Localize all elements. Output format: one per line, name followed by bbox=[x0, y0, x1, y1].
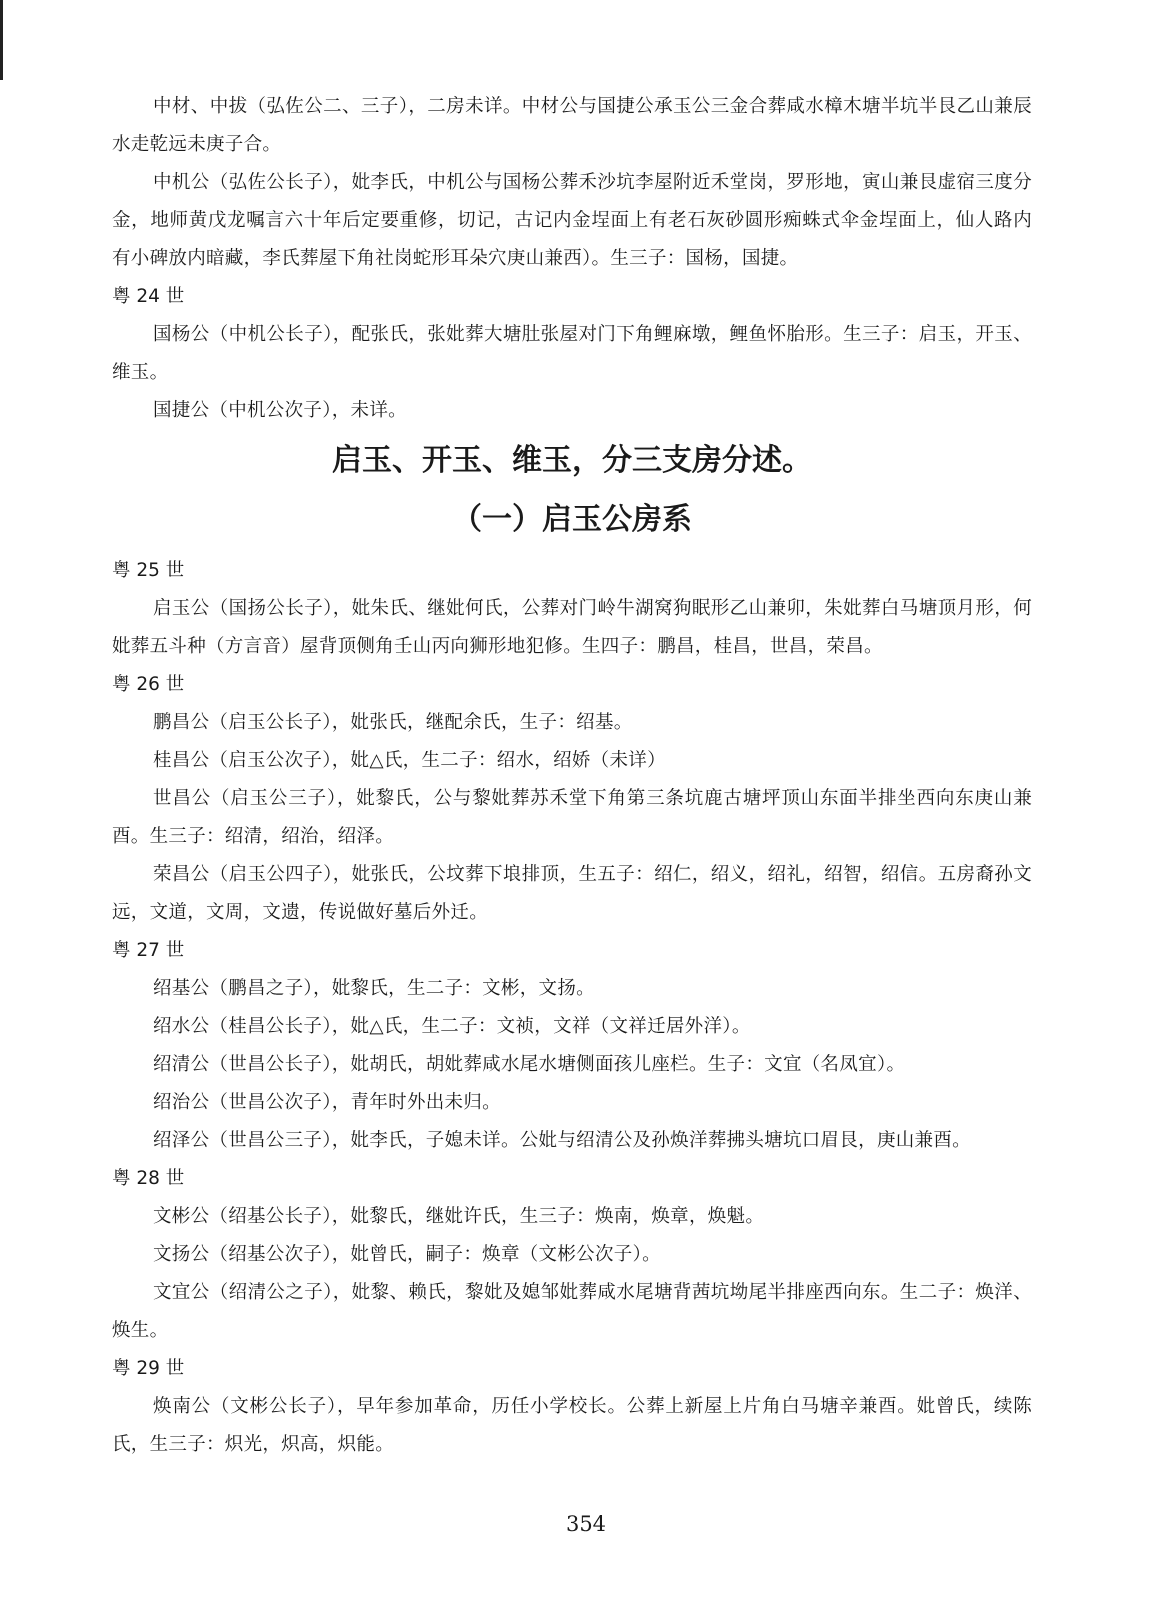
paragraph: 文扬公（绍基公次子），妣曾氏，嗣子：焕章（文彬公次子）。 bbox=[153, 1244, 661, 1265]
paragraph: 国捷公（中机公次子），未详。 bbox=[153, 400, 407, 421]
paragraph: 绍泽公（世昌公三子），妣李氏，子媳未详。公妣与绍清公及孙焕洋葬拂头塘坑口眉艮，庚山兼酉。 bbox=[153, 1130, 971, 1151]
paragraph: 中材、中拔（弘佐公二、三子），二房未详。中材公与国捷公承玉公三金合葬咸水樟木塘半坑半艮乙山兼辰水走乾远未庚子合。 bbox=[112, 96, 1032, 155]
paragraph: 绍基公（鹏昌之子），妣黎氏，生二子：文彬，文扬。 bbox=[153, 978, 595, 999]
paragraph: 绍清公（世昌公长子），妣胡氏，胡妣葬咸水尾水塘侧面孩儿座栏。生子：文宜（名凤宜）。 bbox=[153, 1054, 906, 1075]
paragraph: 绍水公（桂昌公长子），妣△氏，生二子：文祯，文祥（文祥迁居外洋）。 bbox=[153, 1016, 751, 1037]
paragraph: 桂昌公（启玉公次子），妣△氏，生二子：绍水，绍娇（未详） bbox=[153, 750, 666, 771]
generation-heading: 粤 27 世 bbox=[112, 940, 185, 961]
paragraph: 国杨公（中机公长子），配张氏，张妣葬大塘肚张屋对门下角鲤麻墩，鲤鱼怀胎形。生三子：启玉，开玉、维玉。 bbox=[112, 324, 1032, 383]
section-subtitle: （一）启玉公房系 bbox=[452, 502, 692, 537]
section-title: 启玉、开玉、维玉，分三支房分述。 bbox=[332, 443, 812, 478]
paragraph: 启玉公（国扬公长子），妣朱氏、继妣何氏，公葬对门岭牛湖窝狗眠形乙山兼卯，朱妣葬白马塘顶月形，何妣葬五斗种（方言音）屋背顶侧角壬山丙向狮形地犯修。生四子：鹏昌，桂昌，世昌，荣昌。 bbox=[112, 598, 1032, 657]
generation-heading: 粤 25 世 bbox=[112, 560, 185, 581]
paragraph: 鹏昌公（启玉公长子），妣张氏，继配余氏，生子：绍基。 bbox=[153, 712, 633, 733]
generation-heading: 粤 26 世 bbox=[112, 674, 185, 695]
paragraph: 荣昌公（启玉公四子），妣张氏，公坟葬下埌排顶，生五子：绍仁，绍义，绍礼，绍智，绍信。五房裔孙文远，文道，文周，文遗，传说做好墓后外迁。 bbox=[112, 864, 1032, 923]
page-number: 354 bbox=[565, 1512, 607, 1536]
paragraph: 世昌公（启玉公三子），妣黎氏，公与黎妣葬苏禾堂下角第三条坑鹿古塘坪顶山东面半排坐西向东庚山兼酉。生三子：绍清，绍治，绍泽。 bbox=[112, 788, 1032, 847]
paragraph: 焕南公（文彬公长子），早年参加革命，历任小学校长。公葬上新屋上片角白马塘辛兼酉。妣曾氏，续陈氏，生三子：炽光，炽高，炽能。 bbox=[112, 1396, 1032, 1455]
paragraph: 文宜公（绍清公之子），妣黎、赖氏，黎妣及媳邹妣葬咸水尾塘背茜坑坳尾半排座西向东。生二子：焕洋、焕生。 bbox=[112, 1282, 1032, 1341]
scan-edge-mark bbox=[0, 0, 3, 80]
paragraph: 中机公（弘佐公长子），妣李氏，中机公与国杨公葬禾沙坑李屋附近禾堂岗，罗形地，寅山兼艮虚宿三度分金，地师黄戊龙嘱言六十年后定要重修，切记，古记内金埕面上有老石灰砂圆形痴蛛式伞金埕面上，仙人路内有小碑放内暗藏，李氏葬屋下角社岗蛇形耳朵穴庚山兼西）。生三子：国杨，国捷。 bbox=[112, 172, 1032, 269]
generation-heading: 粤 24 世 bbox=[112, 286, 185, 307]
page-body bbox=[112, 88, 1032, 1464]
generation-heading: 粤 28 世 bbox=[112, 1168, 185, 1189]
generation-heading: 粤 29 世 bbox=[112, 1358, 185, 1379]
paragraph: 绍治公（世昌公次子），青年时外出未归。 bbox=[153, 1092, 501, 1113]
paragraph: 文彬公（绍基公长子），妣黎氏，继妣许氏，生三子：焕南，焕章，焕魁。 bbox=[153, 1206, 765, 1227]
